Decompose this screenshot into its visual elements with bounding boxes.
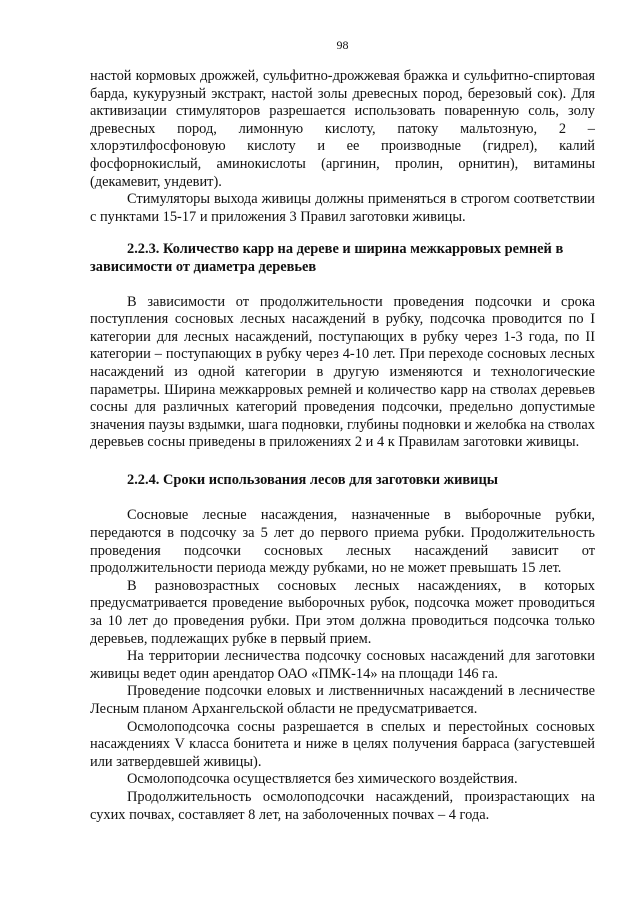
section-2-2-4-paragraph-7: Продолжительность осмолоподсочки насаждений, произрастающих на сухих почвах, составляет 8 лет, на заболоченных почвах – 4 года. <box>90 788 595 823</box>
section-2-2-4-heading: 2.2.4. Сроки использования лесов для заготовки живицы <box>127 471 498 488</box>
page-content <box>90 68 595 824</box>
page-number: 98 <box>336 38 349 52</box>
section-2-2-4-paragraph-4: Проведение подсочки еловых и лиственничных насаждений в лесничестве Лесным планом Архангельской области не предусматривается. <box>90 683 595 717</box>
section-2-2-4-paragraph-2: В разновозрастных сосновых лесных насаждениях, в которых предусматривается проведение выборочных рубок, подсочка может проводиться за 10 лет до проведения рубки. При этом должна проводиться подсочка только деревьев, подлежащих рубке в первый прием. <box>90 577 595 647</box>
stimulators-paragraph: Стимуляторы выхода живицы должны применяться в строгом соответствии с пунктами 15-17 и приложения 3 Правил заготовки живицы. <box>90 191 595 225</box>
section-2-2-4-paragraph-6: Осмолоподсочка осуществляется без химического воздействия. <box>127 771 518 788</box>
section-2-2-4-paragraph-5: Осмолоподсочка сосны разрешается в спелых и перестойных сосновых насаждениях V класса бонитета и ниже в целях получения барраса (загустевшей или затвердевшей живицы). <box>90 718 595 770</box>
section-2-2-4-paragraph-3: На территории лесничества подсочку сосновых насаждений для заготовки живицы ведет один арендатор ОАО «ПМК-14» на площади 146 га. <box>90 648 595 682</box>
intro-paragraph-continuation: настой кормовых дрожжей, сульфитно-дрожжевая бражка и сульфитно-спиртовая барда, кукурузный экстракт, настой золы древесных пород, березовый сок). Для активизации стимуляторов разрешается использовать поваренную соль, золу древесных пород, лимонную кислоту, патоку мальтозную, 2 – хлорэтилфосфоновую кислоту и ее производные (гидрел), калий фосфорнокислый, аминокислоты (аргинин, пролин, орнитин), витамины (декамевит, ундевит). <box>90 68 595 190</box>
section-2-2-3-paragraph: В зависимости от продолжительности проведения подсочки и срока поступления сосновых лесных насаждений в рубку, подсочка проводится по I категории для лесных насаждений, поступающих в рубку через 1-3 года, по II категории – поступающих в рубку через 4-10 лет. При переходе сосновых лесных насаждений из одной категории в другую изменяются и технологические параметры. Ширина межкарровых ремней и количество карр на стволах деревьев сосны для различных категорий проведения подсочки, предельно допустимые значения паузы вздымки, шага подновки, глубины подновки и желобка на стволах деревьев сосны приведены в приложениях 2 и 4 к Правилам заготовки живицы. <box>90 293 595 451</box>
section-2-2-3-heading: 2.2.3. Количество карр на дереве и ширина межкарровых ремней в зависимости от диаметра деревьев <box>90 241 564 275</box>
section-2-2-4-paragraph-1: Сосновые лесные насаждения, назначенные в выборочные рубки, передаются в подсочку за 5 лет до первого приема рубки. Продолжительность проведения подсочки сосновых лесных насаждений зависит от продолжительности периода между рубками, но не может превышать 15 лет. <box>90 507 595 577</box>
